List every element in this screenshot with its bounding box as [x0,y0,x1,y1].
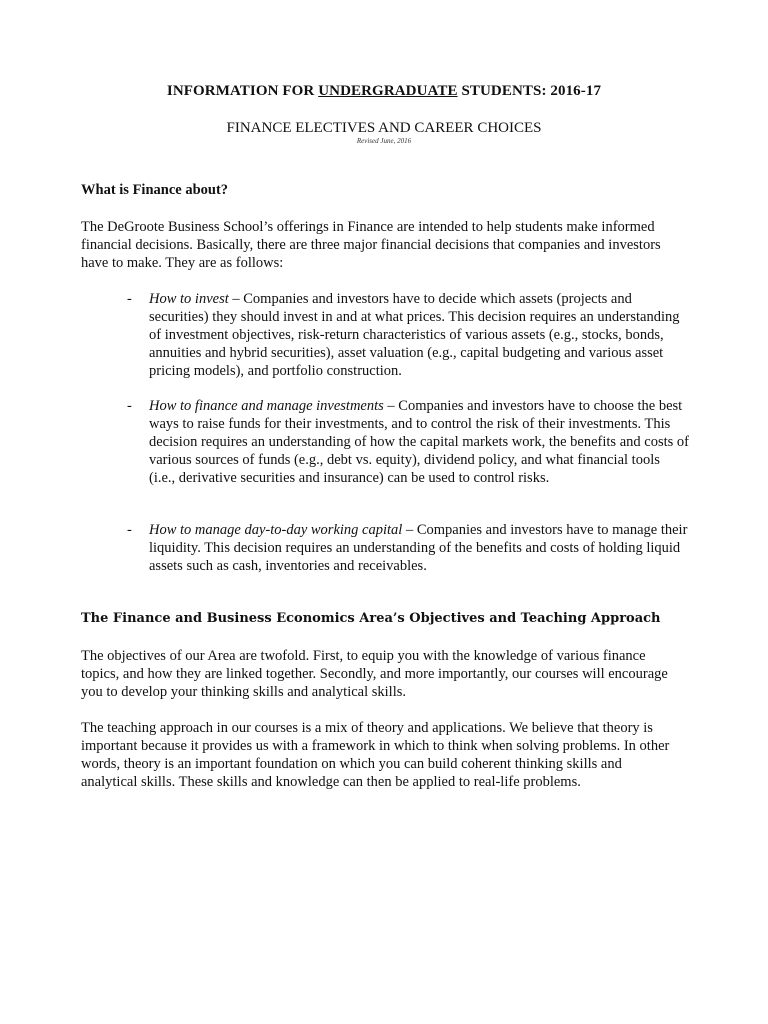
teaching-approach-paragraph: The teaching approach in our courses is a mix of theory and applications. We believe that theory is important because it provides us with a framework in which to think when solving problems. In other words, theory is an important foundation on which you can build coherent thinking skills and analytical skills. These skills and knowledge can then be applied to real-life problems. [81,720,670,790]
bullet-working-capital [149,521,689,575]
section-heading-objectives: The Finance and Business Economics Area’s Objectives and Teaching Approach [81,611,661,626]
section-heading-finance-about: What is Finance about? [81,182,229,198]
bullet-marker: - [127,398,132,414]
objectives-paragraph: The objectives of our Area are twofold. First, to equip you with the knowledge of various finance topics, and how they are linked together. Secondly, and more importantly, our courses will encourage you to develop your thinking skills and analytical skills. [81,648,668,700]
revised-date: Revised June, 2016 [356,137,412,145]
bullet-lead: How to finance and manage investments [149,398,384,414]
title-suffix: STUDENTS: 2016-17 [457,83,602,99]
bullet-marker: - [127,522,132,538]
bullet-lead: How to invest [149,291,229,307]
bullet-lead: How to manage day-to-day working capital [149,522,403,538]
document-title [0,83,768,100]
intro-paragraph: The DeGroote Business School’s offerings in Finance are intended to help students make informed financial decisions. Basically, there are three major financial decisions that companies and investors have to make. They are as follows: [81,219,661,271]
title-underlined-word: UNDERGRADUATE [318,83,458,99]
bullet-how-to-finance [149,397,689,487]
bullet-body: – Companies and investors have to manage their liquidity. This decision requires an understanding of the benefits and costs of holding liquid assets such as cash, inventories and receivables. [149,522,688,574]
document-subtitle: FINANCE ELECTIVES AND CAREER CHOICES [226,120,542,136]
bullet-how-to-invest [149,290,689,380]
title-prefix: INFORMATION FOR [166,83,319,99]
bullet-marker: - [127,291,132,307]
bullet-body: – Companies and investors have to decide which assets (projects and securities) they should invest in and at what prices. This decision requires an understanding of investment objectives, risk-return characteristics of various assets (e.g., stocks, bonds, annuities and hybrid securities), asset valuation (e.g., capital budgeting and various asset pricing models), and portfolio construction. [149,291,680,379]
bullet-body: – Companies and investors have to choose the best ways to raise funds for their investments, and to control the risk of their investments. This decision requires an understanding of how the capital markets work, the benefits and costs of various sources of funds (e.g., debt vs. equity), dividend policy, and what financial tools (i.e., derivative securities and insurance) can be used to control risks. [149,398,689,486]
